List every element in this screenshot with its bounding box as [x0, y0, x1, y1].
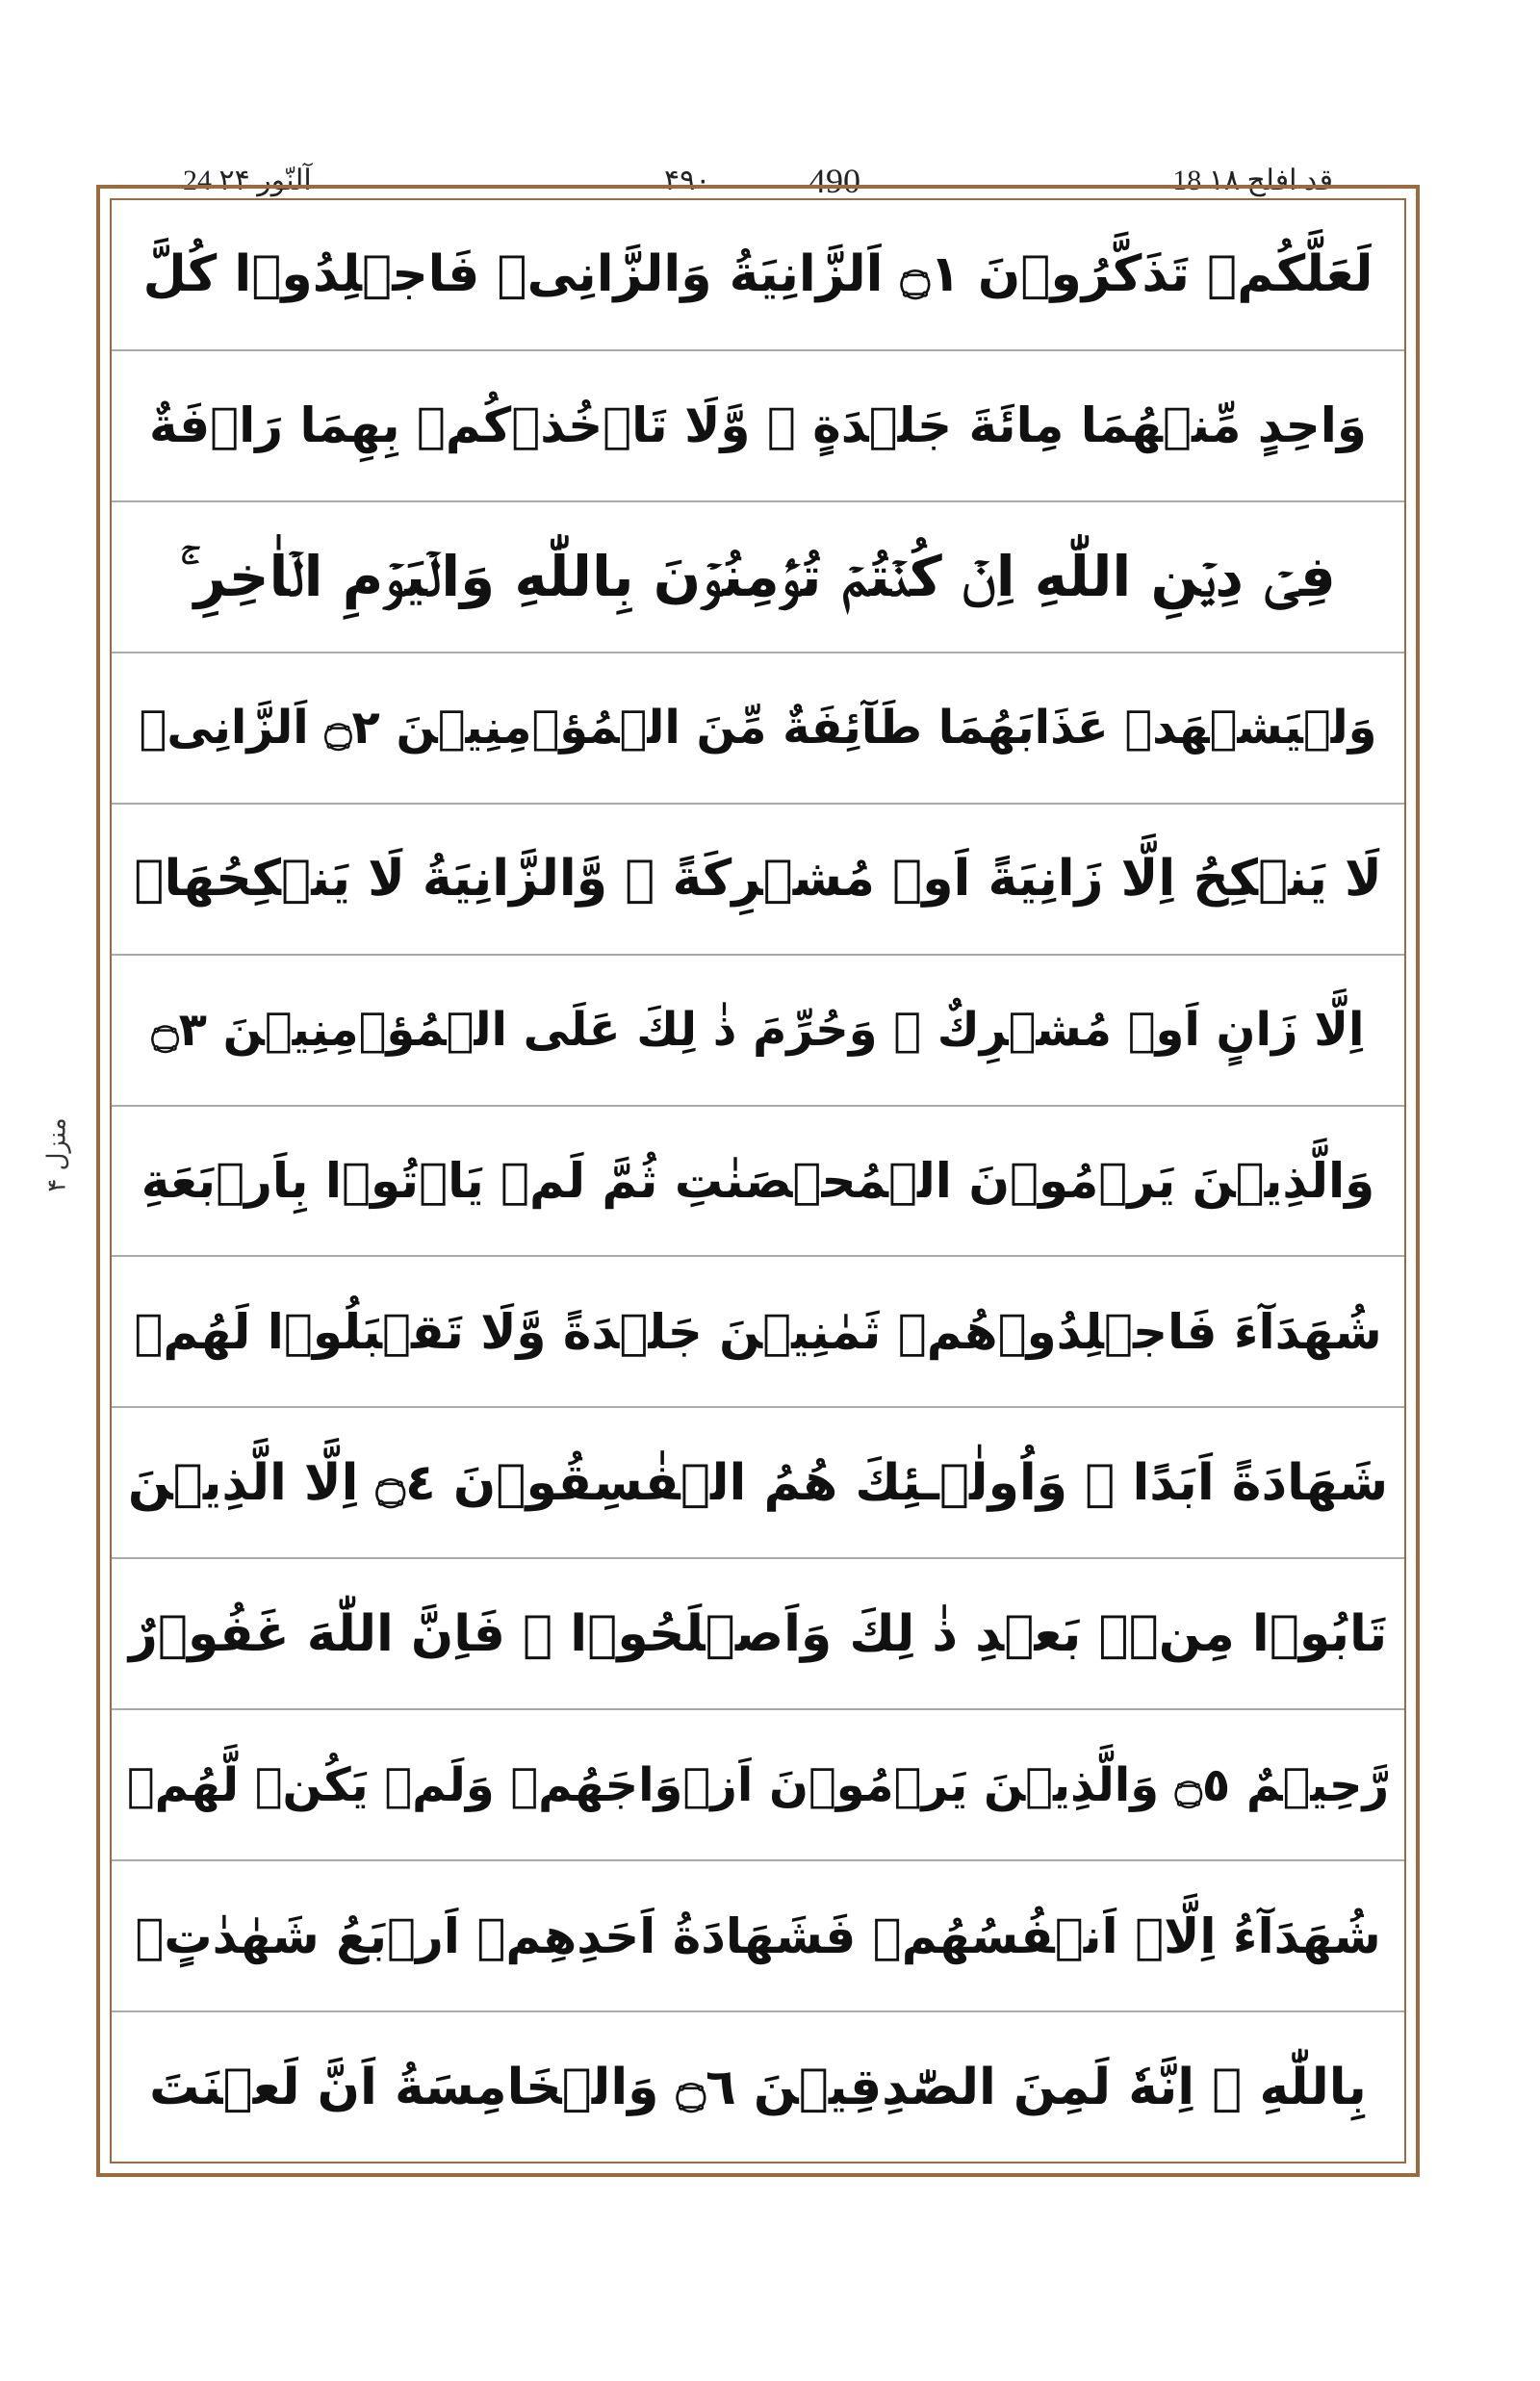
text-line: اِلَّا زَانٍ اَوۡ مُشۡرِكٌ ۚ وَحُرِّمَ ذٰ لِكَ عَلَى الۡمُؤۡمِنِيۡنَ ۝٣ — [112, 956, 1404, 1107]
page-number: 490 — [799, 162, 870, 200]
manzil-label — [38, 1097, 77, 1213]
page-number-urdu: ۴۹۰ — [654, 162, 720, 200]
text-line: شَهَادَةً اَبَدًا ۚ وَاُولٰۤـئِكَ هُمُ الۡفٰسِقُوۡنَ ۝٤ اِلَّا الَّذِيۡنَ — [112, 1408, 1404, 1559]
text-line: تَابُوۡا مِنۡۢ بَعۡدِ ذٰ لِكَ وَاَصۡلَحُوۡا ۚ فَاِنَّ اللّٰهَ غَفُوۡرٌ — [112, 1559, 1404, 1710]
text-line: وَلۡيَشۡهَدۡ عَذَابَهُمَا طَآئِفَةٌ مِّنَ الۡمُؤۡمِنِيۡنَ ۝٢ اَلزَّانِىۡ — [112, 653, 1404, 805]
text-line: لَعَلَّكُمۡ تَذَكَّرُوۡنَ ۝١ اَلزَّانِيَةُ وَالزَّانِىۡ فَاجۡلِدُوۡا كُلَّ — [112, 200, 1404, 351]
text-line: شُهَدَآءُ اِلَّاۤ اَنۡفُسُهُمۡ فَشَهَادَةُ اَحَدِهِمۡ اَرۡبَعُ شَهٰدٰتٍۢ — [112, 1861, 1404, 2012]
text-line: بِاللّٰهِ ۙ اِنَّهٗ لَمِنَ الصّٰدِقِيۡنَ ۝٦ وَالۡخَامِسَةُ اَنَّ لَعۡنَتَ — [149, 2058, 1367, 2116]
text-line: فِىۡ دِيۡنِ اللّٰهِ اِنۡ كُنۡتُمۡ تُؤۡمِنُوۡنَ بِاللّٰهِ وَالۡيَوۡمِ الۡاٰخِرِ ۚ — [112, 502, 1404, 653]
page-inner-border — [110, 198, 1406, 2163]
manzil-text: منزل ۴ — [43, 1117, 72, 1192]
text-line: وَالَّذِيۡنَ يَرۡمُوۡنَ الۡمُحۡصَنٰتِ ثُمَّ لَمۡ يَاۡتُوۡا بِاَرۡبَعَةِ — [112, 1107, 1404, 1258]
text-line: وَاحِدٍ مِّنۡهُمَا مِائَةَ جَلۡدَةٍ ۖ وَّلَا تَاۡخُذۡكُمۡ بِهِمَا رَاۡفَةٌ — [112, 351, 1404, 502]
text-line: رَّحِيۡمٌ ۝٥ وَالَّذِيۡنَ يَرۡمُوۡنَ اَزۡوَاجَهُمۡ وَلَمۡ يَكُنۡ لَّهُمۡ — [112, 1710, 1404, 1861]
surah-label: آلنّور ۲۴ 24 — [173, 162, 321, 200]
text-line: شُهَدَآءَ فَاجۡلِدُوۡهُمۡ ثَمٰنِيۡنَ جَلۡدَةً وَّلَا تَقۡبَلُوۡا لَهُمۡ — [112, 1257, 1404, 1408]
text-line: لَا يَنۡكِحُ اِلَّا زَانِيَةً اَوۡ مُشۡرِكَةً ۖ وَّالزَّانِيَةُ لَا يَنۡكِحُهَاۤ — [112, 805, 1404, 956]
text-lines — [112, 200, 1404, 2162]
page-frame — [96, 185, 1420, 2177]
juz-label: 18 قد افلح ۱۸ — [1163, 162, 1343, 200]
